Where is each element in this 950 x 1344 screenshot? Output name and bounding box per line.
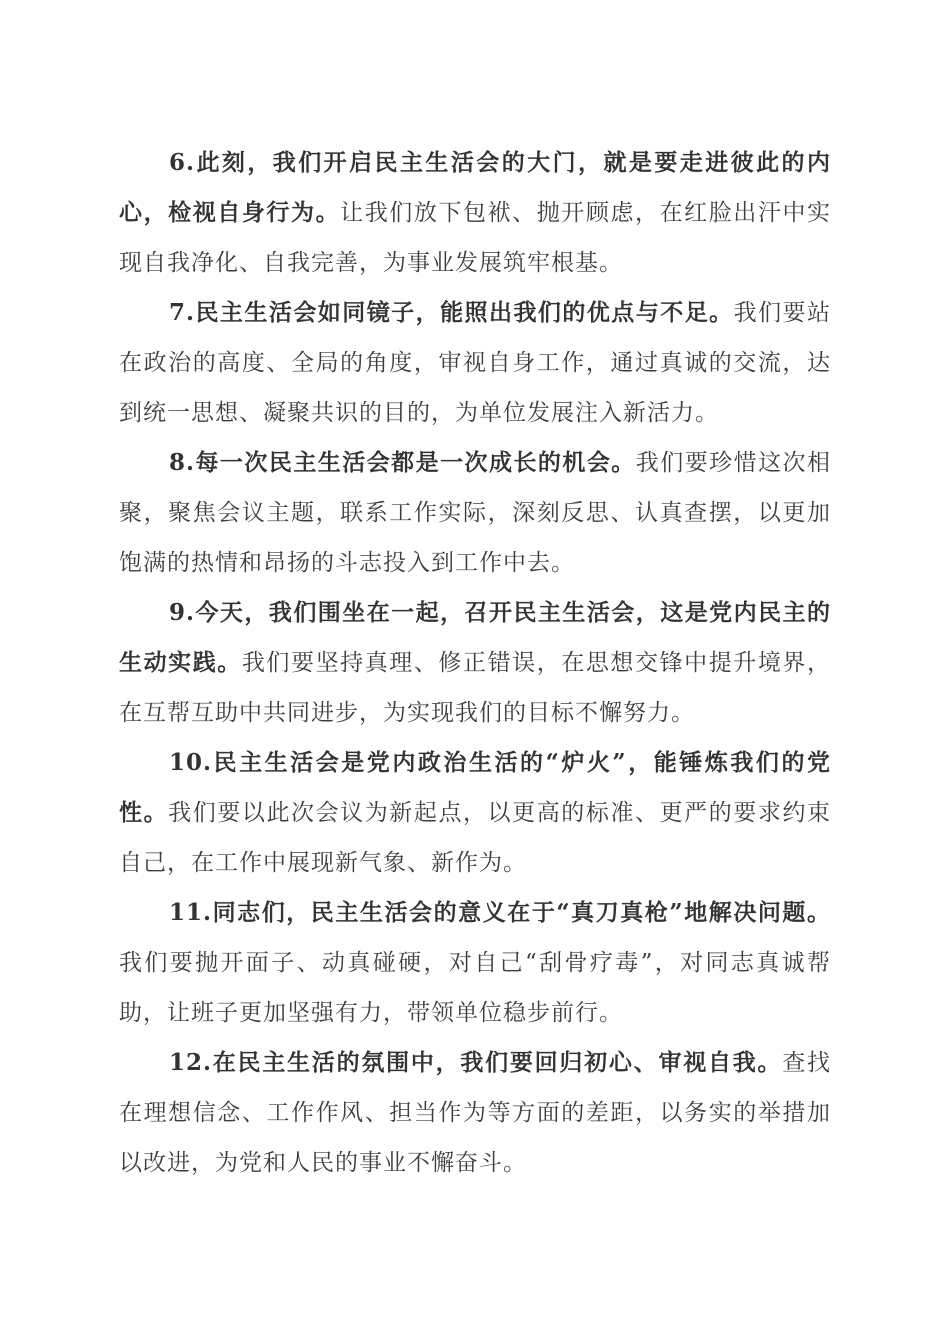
paragraph-lead: 6.此刻，我们开启民主生活会的大门，就是要走进彼此的内心，检视自身行为。 bbox=[119, 149, 831, 226]
paragraph-text: 查找在理想信念、工作作风、担当作为等方面的差距，以务实的举措加以改进，为党和人民的事业不懈奋斗。 bbox=[119, 1050, 832, 1176]
document-body bbox=[119, 138, 831, 1188]
paragraph-6 bbox=[119, 138, 831, 288]
paragraph-11 bbox=[119, 888, 831, 1038]
paragraph-lead: 12.在民主生活的氛围中，我们要回归初心、审视自我。 bbox=[169, 1049, 783, 1076]
paragraph-text: 我们要以此次会议为新起点，以更高的标准、更严的要求约束自己，在工作中展现新气象、新作为。 bbox=[119, 800, 832, 876]
paragraph-text: 我们要珍惜这次相聚，聚焦会议主题，联系工作实际，深刻反思、认真查摆，以更加饱满的热情和昂扬的斗志投入到工作中去。 bbox=[119, 450, 832, 576]
paragraph-7 bbox=[119, 288, 831, 438]
paragraph-lead: 7.民主生活会如同镜子，能照出我们的优点与不足。 bbox=[169, 299, 734, 326]
paragraph-12 bbox=[119, 1038, 831, 1188]
paragraph-lead: 8.每一次民主生活会都是一次成长的机会。 bbox=[169, 449, 636, 476]
paragraph-text: 让我们放下包袱、抛开顾虑，在红脸出汗中实现自我净化、自我完善，为事业发展筑牢根基。 bbox=[119, 200, 832, 276]
paragraph-text: 我们要抛开面子、动真碰硬，对自己“刮骨疗毒”，对同志真诚帮助，让班子更加坚强有力，带领单位稳步前行。 bbox=[119, 950, 831, 1026]
paragraph-10 bbox=[119, 738, 831, 888]
paragraph-lead: 10.民主生活会是党内政治生活的“炉火”，能锤炼我们的党性。 bbox=[119, 749, 831, 826]
paragraph-9 bbox=[119, 588, 831, 738]
paragraph-8 bbox=[119, 438, 831, 588]
paragraph-text: 我们要坚持真理、修正错误，在思想交锋中提升境界，在互帮互助中共同进步，为实现我们的目标不懈努力。 bbox=[119, 650, 832, 726]
paragraph-text: 我们要站在政治的高度、全局的角度，审视自身工作，通过真诚的交流，达到统一思想、凝聚共识的目的，为单位发展注入新活力。 bbox=[119, 300, 832, 426]
paragraph-lead: 11.同志们，民主生活会的意义在于“真刀真枪”地解决问题。 bbox=[169, 899, 831, 926]
paragraph-lead: 9.今天，我们围坐在一起，召开民主生活会，这是党内民主的生动实践。 bbox=[119, 599, 831, 676]
